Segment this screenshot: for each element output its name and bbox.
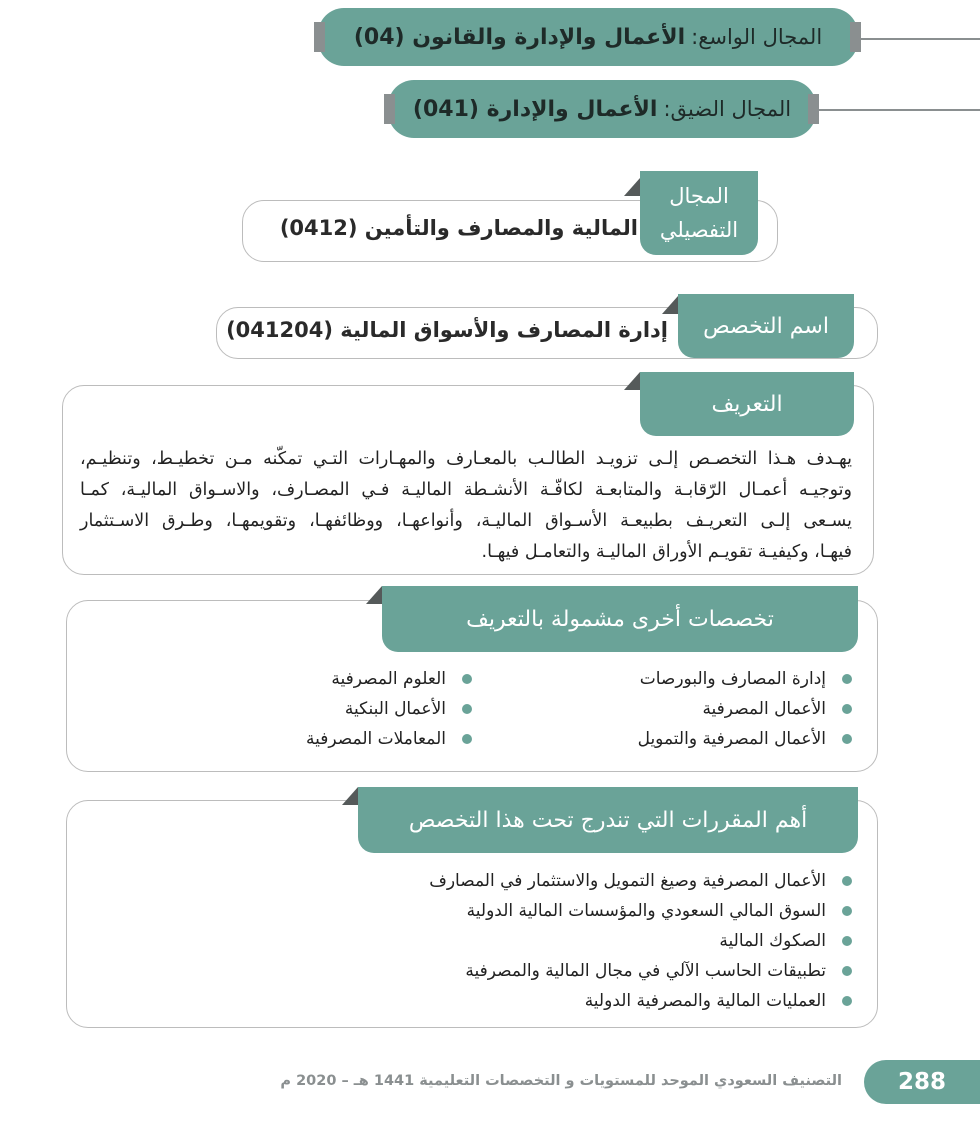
broad-field-pill	[318, 8, 858, 66]
broad-field-connector	[858, 38, 980, 40]
list-item: الأعمال المصرفية وصيغ التمويل والاستثمار في المصارف	[429, 866, 852, 896]
detailed-field-value: المالية والمصارف والتأمين (0412)	[279, 216, 638, 240]
bullet-dot	[842, 734, 852, 744]
narrow-field-value: الأعمال والإدارة (041)	[412, 96, 658, 122]
courses-fold	[342, 787, 358, 805]
definition-line-1: يهـدف هـذا التخصـص إلـى تزويـد الطالـب بالمعـارف والمهـارات التـي تمكّنه مـن تخطيـط، وتنظيـم،	[80, 449, 852, 469]
broad-field-cap-right	[850, 22, 861, 52]
detailed-field-tab-line1: المجال	[669, 184, 729, 208]
definition-line-3: يسـعى إلـى التعريـف بطبيعـة الأسـواق الماليـة، وأنواعهـا، ووظائفهـا، وتقويمهـا، وطـرق الاسـتثمار	[80, 511, 852, 531]
list-item: الأعمال المصرفية والتمويل	[638, 724, 852, 754]
list-item: السوق المالي السعودي والمؤسسات المالية الدولية	[429, 896, 852, 926]
related-list-right	[638, 664, 852, 754]
bullet-dot	[842, 704, 852, 714]
definition-fold	[624, 372, 640, 390]
detailed-field-fold	[624, 178, 640, 196]
list-item: الصكوك المالية	[429, 926, 852, 956]
related-tab	[382, 586, 858, 652]
broad-field-value: الأعمال والإدارة والقانون (04)	[353, 24, 686, 50]
list-item: العمليات المالية والمصرفية الدولية	[429, 986, 852, 1016]
bullet-dot	[842, 996, 852, 1006]
bullet-dot	[462, 674, 472, 684]
bullet-dot	[842, 906, 852, 916]
definition-line-4: فيهـا، وكيفيـة تقويـم الأوراق الماليـة والتعامـل فيهـا.	[481, 542, 852, 562]
detailed-field-tab	[640, 171, 758, 255]
courses-tab	[358, 787, 858, 853]
page-number: 288	[864, 1060, 980, 1104]
bullet-dot	[842, 936, 852, 946]
narrow-field-cap-left	[384, 94, 395, 124]
list-item: تطبيقات الحاسب الآلي في مجال المالية والمصرفية	[429, 956, 852, 986]
specialization-value: إدارة المصارف والأسواق المالية (041204)	[226, 318, 668, 342]
narrow-field-connector	[816, 109, 980, 111]
list-item: إدارة المصارف والبورصات	[638, 664, 852, 694]
bullet-dot	[462, 734, 472, 744]
list-item: العلوم المصرفية	[306, 664, 472, 694]
bullet-dot	[842, 674, 852, 684]
definition-tab	[640, 372, 854, 436]
narrow-field-cap-right	[808, 94, 819, 124]
footer-text: التصنيف السعودي الموحد للمستويات و التخصصات التعليمية 1441 هـ – 2020 م	[280, 1073, 842, 1089]
list-item: الأعمال المصرفية	[638, 694, 852, 724]
definition-tab-label: التعريف	[711, 391, 783, 417]
detailed-field-tab-line2: التفصيلي	[659, 218, 739, 242]
list-item: المعاملات المصرفية	[306, 724, 472, 754]
related-tab-label: تخصصات أخرى مشمولة بالتعريف	[466, 606, 774, 632]
bullet-dot	[842, 876, 852, 886]
specialization-tab	[678, 294, 854, 358]
bullet-dot	[842, 966, 852, 976]
definition-line-2: وتوجيـه أعمـال الرّقابـة والمتابعـة لكافّـة الأنشـطة الماليـة فـي المصـارف، والاسـواق الماليـة، كمـا	[80, 480, 852, 500]
narrow-field-pill	[388, 80, 816, 138]
courses-list	[429, 866, 852, 1016]
narrow-field-label: المجال الضيق:	[663, 97, 792, 121]
bullet-dot	[462, 704, 472, 714]
courses-tab-label: أهم المقررات التي تندرج تحت هذا التخصص	[408, 807, 808, 833]
specialization-fold	[662, 296, 678, 314]
related-fold	[366, 586, 382, 604]
list-item: الأعمال البنكية	[306, 694, 472, 724]
broad-field-label: المجال الواسع:	[691, 25, 823, 49]
broad-field-cap-left	[314, 22, 325, 52]
related-list-left	[306, 664, 472, 754]
definition-paragraph	[80, 444, 852, 568]
specialization-tab-label: اسم التخصص	[703, 313, 829, 339]
